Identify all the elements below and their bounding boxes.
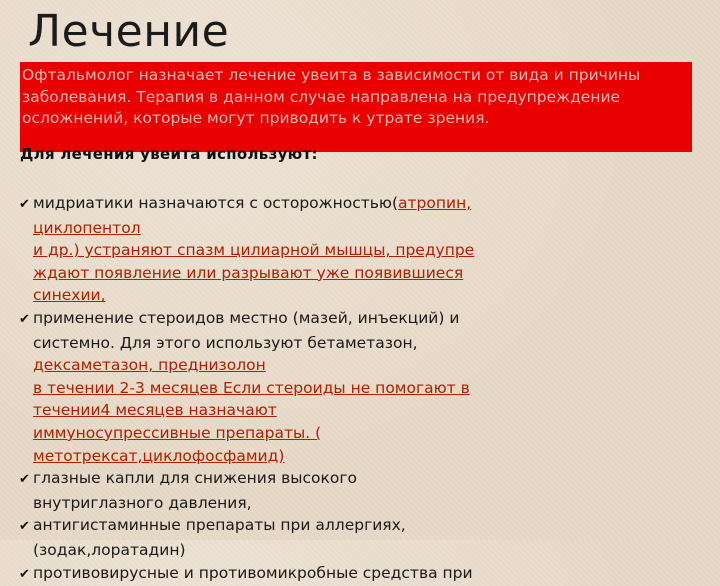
check-icon: ✔ [19,564,33,586]
list-item [33,192,593,307]
list-item-line [33,284,593,307]
drug-link[interactable]: атропин, [398,194,471,212]
list-item-line [33,399,593,422]
list-item-line [33,445,593,468]
list-item-text: применение стероидов местно (мазей, инъекций) и [33,309,459,327]
list-item-line [33,239,593,262]
slide-title: Лечение [28,6,229,57]
list-item-line [33,467,593,492]
drug-link[interactable]: и др.) устраняют спазм цилиарной мышцы, предупре [33,241,474,259]
drug-link[interactable]: дексаметазон, преднизолон [33,356,266,374]
list-item-line [33,217,593,240]
drug-link[interactable]: иммуносупрессивные препараты. ( [33,424,321,442]
list-item-line [33,539,593,562]
list-item [33,467,593,514]
list-item-line [33,514,593,539]
list-item-line [33,307,593,332]
list-item-text: системно. Для этого используют бетаметазон, [33,334,418,352]
list-item-text: мидриатики назначаются с осторожностью( [33,194,398,212]
drug-link[interactable]: течении4 месяцев назначают [33,401,277,419]
check-icon: ✔ [19,194,33,217]
list-item-text: противовирусные и противомикробные средства при [33,564,473,582]
drug-link[interactable]: метотрексат,циклофосфамид) [33,447,284,465]
check-icon: ✔ [19,309,33,332]
drug-link[interactable]: в течении 2-3 месяцев Если стероиды не помогают в [33,379,470,397]
list-item [33,562,593,586]
subheading: Для лечения увеита используют: [20,145,318,163]
list-item-text: внутриглазного давления, [33,494,252,512]
list-item-text: (зодак,лоратадин) [33,541,186,559]
list-item-line [33,422,593,445]
check-icon: ✔ [19,469,33,492]
list-item [33,307,593,467]
treatment-list [33,192,593,586]
list-item-line [33,262,593,285]
list-item-line [33,377,593,400]
list-item [33,514,593,561]
intro-box: Офтальмолог назначает лечение увеита в зависимости от вида и причины заболевания. Терапия в данном случае направлена на предупреждение осложнений, которые могут приводить к утрате зрения. [20,62,692,152]
list-item-text: глазные капли для снижения высокого [33,469,357,487]
drug-link[interactable]: циклопентол [33,219,141,237]
list-item-line [33,354,593,377]
drug-link[interactable]: ждают появление или разрывают уже появившиеся [33,264,463,282]
list-item-line [33,332,593,355]
drug-link[interactable]: синехии, [33,286,106,304]
list-item-line [33,492,593,515]
list-item-text: антигистаминные препараты при аллергиях, [33,516,406,534]
list-item-line [33,192,593,217]
list-item-line [33,562,593,586]
check-icon: ✔ [19,516,33,539]
